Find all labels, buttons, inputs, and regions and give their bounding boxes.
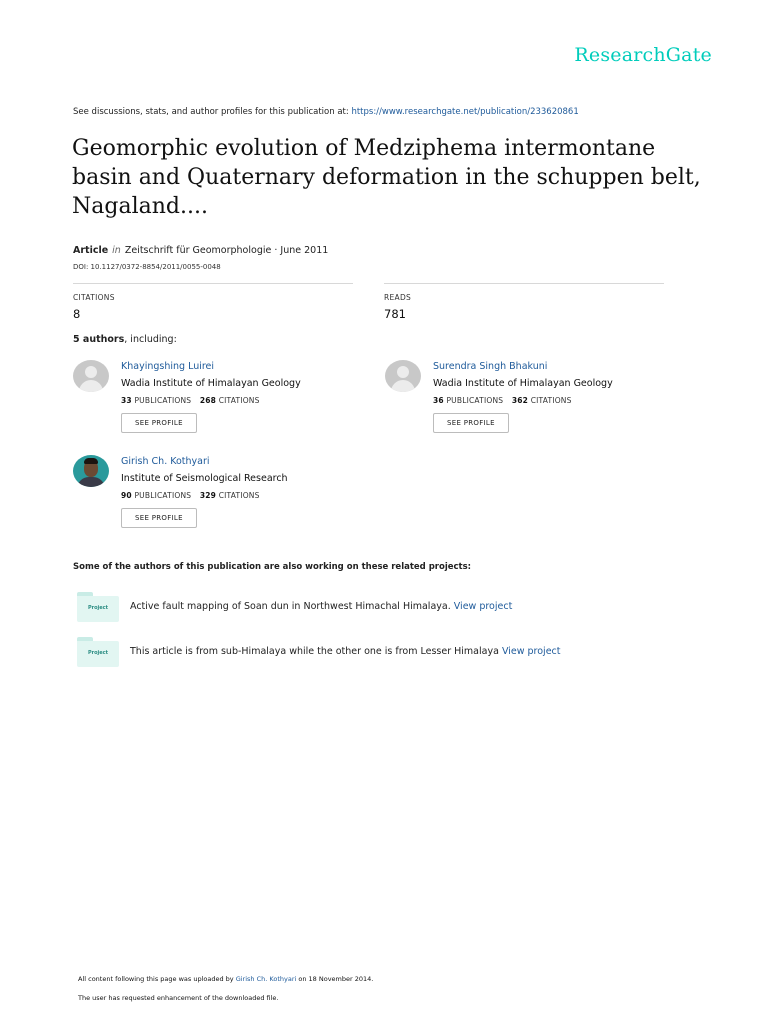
project-icon-label: Project xyxy=(87,605,109,611)
in-word: in xyxy=(112,245,121,256)
view-project-link[interactable]: View project xyxy=(501,646,561,657)
publication-title: Geomorphic evolution of Medziphema intermontane basin and Quaternary deformation in the schuppen belt, Nagaland.... xyxy=(72,136,701,219)
author-name-link[interactable]: Khayingshing Luirei xyxy=(121,361,215,372)
researchgate-logo[interactable]: ResearchGate xyxy=(574,44,712,66)
project-text: This article is from sub-Himalaya while the other one is from Lesser Himalaya xyxy=(130,646,499,657)
author-name-link[interactable]: Girish Ch. Kothyari xyxy=(121,456,210,467)
citations-count: 268 xyxy=(199,396,217,405)
author-counts xyxy=(121,491,371,500)
projects-heading: Some of the authors of this publication are also working on these related projects: xyxy=(73,562,472,572)
author-institution: Wadia Institute of Himalayan Geology xyxy=(433,378,613,389)
publication-doi: DOI: 10.1127/0372-8854/2011/0055-0048 xyxy=(73,263,221,271)
uploader-link[interactable]: Girish Ch. Kothyari xyxy=(235,975,297,983)
publications-count: 36 xyxy=(433,396,444,405)
author-name-link[interactable]: Surendra Singh Bhakuni xyxy=(433,361,548,372)
enhancement-notice: The user has requested enhancement of the downloaded file. xyxy=(78,994,279,1002)
publications-label: PUBLICATIONS xyxy=(446,396,504,405)
avatar-placeholder-icon[interactable] xyxy=(385,360,421,392)
view-project-link[interactable]: View project xyxy=(453,601,513,612)
publication-type: Article xyxy=(73,245,109,256)
see-profile-button[interactable]: SEE PROFILE xyxy=(121,508,197,528)
reads-value: 781 xyxy=(384,307,406,321)
publication-url-link[interactable]: https://www.researchgate.net/publication/233620861 xyxy=(351,107,579,117)
discussions-text: See discussions, stats, and author profiles for this publication at: xyxy=(73,107,352,117)
author-counts xyxy=(433,396,683,405)
citations-label: CITATIONS xyxy=(530,396,572,405)
authors-count: 5 authors xyxy=(73,334,125,345)
citations-label: CITATIONS xyxy=(218,396,260,405)
citations-count: 362 xyxy=(511,396,529,405)
project-description xyxy=(130,601,512,612)
author-photo[interactable] xyxy=(73,455,109,487)
journal-date: Zeitschrift für Geomorphologie · June 2011 xyxy=(124,245,329,256)
see-profile-button[interactable]: SEE PROFILE xyxy=(121,413,197,433)
author-institution: Institute of Seismological Research xyxy=(121,473,288,484)
publications-count: 33 xyxy=(121,396,132,405)
authors-including: , including: xyxy=(124,334,177,345)
reads-stat xyxy=(384,283,664,321)
citations-count: 329 xyxy=(199,491,217,500)
publications-label: PUBLICATIONS xyxy=(134,491,192,500)
publications-label: PUBLICATIONS xyxy=(134,396,192,405)
authors-heading xyxy=(73,334,177,345)
project-description xyxy=(130,646,561,657)
project-folder-icon[interactable] xyxy=(77,637,119,667)
project-folder-icon[interactable] xyxy=(77,592,119,622)
citations-value: 8 xyxy=(73,307,81,321)
publication-meta xyxy=(73,245,328,256)
discussions-notice xyxy=(73,107,579,117)
project-item xyxy=(77,592,697,622)
citations-label: CITATIONS xyxy=(73,293,115,302)
citations-label: CITATIONS xyxy=(218,491,260,500)
reads-label: READS xyxy=(384,293,412,302)
project-icon-label: Project xyxy=(87,650,109,656)
avatar-placeholder-icon[interactable] xyxy=(73,360,109,392)
upload-notice xyxy=(78,975,373,983)
project-item xyxy=(77,637,697,667)
author-institution: Wadia Institute of Himalayan Geology xyxy=(121,378,301,389)
publications-count: 90 xyxy=(121,491,132,500)
project-text: Active fault mapping of Soan dun in Northwest Himachal Himalaya. xyxy=(130,601,451,612)
upload-suffix: on 18 November 2014. xyxy=(296,975,374,983)
upload-prefix: All content following this page was uploaded by xyxy=(78,975,236,983)
see-profile-button[interactable]: SEE PROFILE xyxy=(433,413,509,433)
author-counts xyxy=(121,396,371,405)
citations-stat xyxy=(73,283,353,321)
